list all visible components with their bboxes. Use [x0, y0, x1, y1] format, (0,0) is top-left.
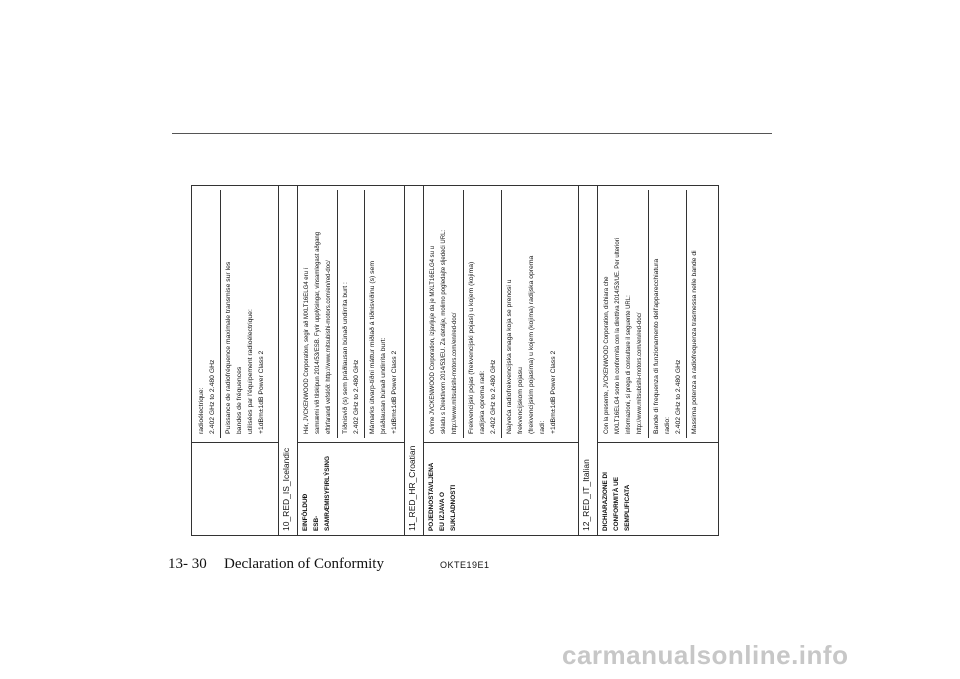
text-line: 2.402 GHz to 2.480 GHz	[490, 359, 497, 434]
label-line: EU IZJAVA O	[439, 492, 446, 531]
is-power-block	[365, 190, 402, 438]
text-line: Hér, JVCKENWOOD Corporation, segir að MXLT16ELG4 eru í	[304, 267, 310, 434]
value-cell	[298, 186, 405, 443]
is-statement-block	[300, 190, 338, 438]
text-line: radio:	[664, 416, 671, 434]
text-line: MXLT16ELG4 sono in conformità con la direttiva 2014/53/UE. Per ulteriori	[615, 238, 621, 434]
label-cell	[298, 443, 405, 536]
conformity-table-rotated	[191, 185, 719, 536]
label-cell	[424, 443, 579, 536]
label-line: EINFÖLDUÐ	[302, 493, 309, 531]
section-title: Declaration of Conformity	[224, 556, 384, 572]
header-rule	[172, 133, 772, 134]
value-cell	[424, 186, 579, 443]
hr-freq-block	[464, 190, 502, 438]
label-line: SUKLADNOSTI	[450, 484, 457, 531]
text-line: +1dBm±1dB Power Class 2	[550, 350, 557, 434]
is-freq-block	[338, 190, 365, 438]
section-header-hr: 11_RED_HR_Croatian	[405, 186, 424, 536]
value-cell	[192, 186, 279, 443]
text-line: þráðlausan búnað undirrita burt:	[380, 337, 387, 434]
it-freq-block	[649, 190, 687, 438]
label-cell	[598, 443, 719, 536]
text-line: skladu s Direktivom 2014/53/EU. Za detalje, molimo pogledajte sljedeći URL:	[441, 229, 447, 434]
label-line: DICHIARAZIONE DI	[602, 472, 609, 531]
text-line: frekvencijskom pojasu	[517, 367, 524, 434]
text-line: Tíðnisvið (s) sem þráðlausan búnað undirrita burt :	[342, 282, 349, 434]
text-line: +1dBm±1dB Power Class 2	[391, 350, 398, 434]
document-code: OKTE19E1	[440, 560, 490, 570]
text-line: +1dBm±1dB Power Class 2	[258, 350, 265, 434]
text-line: 2.402 GHz to 2.480 GHz	[675, 359, 682, 434]
text-line: utilisées par l'équipement radioélectrique:	[247, 309, 254, 434]
table-row	[192, 186, 279, 536]
section-header-is: 10_RED_IS_Icelandic	[279, 186, 298, 536]
label-line: ESB-SAMRÆMISYFIRLÝSING	[313, 456, 331, 531]
text-line: Frekvencijski pojas (frekvencijski pojasi) u kojem (kojima)	[468, 261, 475, 434]
section-header-row	[279, 186, 298, 536]
it-statement-block	[600, 190, 649, 438]
table-row	[598, 186, 719, 536]
text-line: informazioni, si prega di consultare il seguente URL:	[626, 295, 632, 434]
text-line: Mámarks útvarp-tíðni máttur miðlað á tíðnisviðinu (s) sem	[369, 261, 376, 434]
hr-statement-block	[426, 190, 464, 438]
fr-freq-block	[194, 190, 221, 438]
text-line: eftirfarandi vefslóð: http://www.mitsubishi-motors.com/en/red-doc/	[326, 260, 332, 434]
section-header-row	[579, 186, 598, 536]
site-watermark: carmanualsonline.info	[562, 640, 849, 670]
label-line: SEMPLIFICATA	[624, 484, 631, 531]
text-line: http://www.mitsubishi-motors.com/en/red-doc/	[452, 312, 458, 434]
text-line: Ovime JVCKENWOOD Corporation, izjavljuje da je MXLT16ELG4 su u	[430, 246, 436, 434]
text-line: Massima potenza a radiofrequenza trasmessa nelle bande di	[691, 250, 698, 434]
table-row	[298, 186, 405, 536]
text-line: (frekvencijskim pojasima) u kojem (kojima) radijska oprema	[528, 255, 535, 434]
conformity-table	[191, 185, 719, 536]
page-number: 13- 30	[168, 556, 207, 572]
section-header-it: 12_RED_IT_Italian	[579, 186, 598, 536]
label-line: CONFORMITÀ UE	[613, 477, 620, 531]
text-line: samræmi við tilskipun 2014/53/ESB. Fyrir upplýsingar, vinsamlegast aðgang	[315, 231, 321, 434]
text-line: radioélectrique:	[198, 387, 205, 434]
table-row	[424, 186, 579, 536]
text-line: Bande di frequenza di funzionamento dell'apparecchiatura	[653, 258, 660, 434]
fr-power-block	[221, 190, 269, 438]
text-line: Con la presente, JVCKENWOOD Corporation, dichiara che	[604, 276, 610, 434]
text-line: http://www.mitsubishi-motors.com/en/red-doc/	[637, 312, 643, 434]
label-line: POJEDNOSTAVLJENA	[428, 462, 435, 531]
text-line: bandes de fréquences	[236, 366, 243, 434]
section-header-row	[405, 186, 424, 536]
it-power-block	[687, 190, 702, 438]
text-line: Najveća radiofrekvencijska snaga koja se prenosi u	[506, 279, 513, 434]
label-cell	[192, 443, 279, 536]
text-line: radi:	[539, 420, 546, 434]
text-line: 2.402 GHz to 2.480 GHz	[353, 359, 360, 434]
value-cell	[598, 186, 719, 443]
hr-power-block	[502, 190, 561, 438]
text-line: Puissance de radiofréquence maximale transmise sur les	[225, 261, 232, 434]
text-line: radijska oprema radi:	[479, 370, 486, 434]
text-line: 2.402 GHz to 2.480 GHz	[209, 359, 216, 434]
